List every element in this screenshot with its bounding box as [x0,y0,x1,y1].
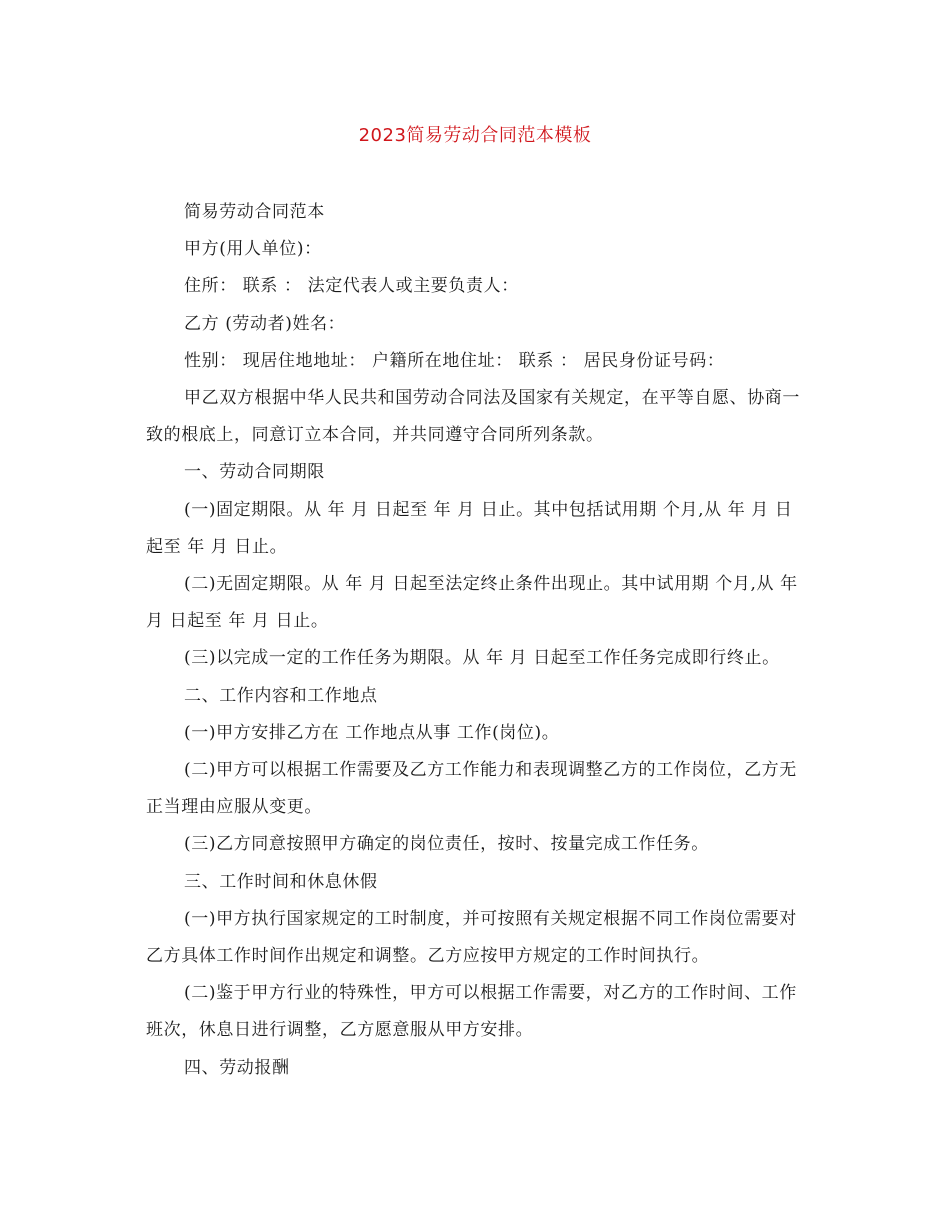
paragraph: (一)甲方执行国家规定的工时制度，并可按照有关规定根据不同工作岗位需要对乙方具体工作时间作出规定和调整。乙方应按甲方规定的工作时间执行。 [146,908,797,967]
paragraph: (三)乙方同意按照甲方确定的岗位责任，按时、按量完成工作任务。 [184,834,709,855]
paragraph: 简易劳动合同范本 [184,202,325,222]
paragraph: 甲乙双方根据中华人民共和国劳动合同法及国家有关规定，在平等自愿、协商一致的根底上，同意订立本合同，并共同遵守合同所列条款。 [146,388,800,446]
section-heading: 二、工作内容和工作地点 [184,685,378,706]
paragraph: 性别： 现居住地地址： 户籍所在地住址： 联系 ： 居民身份证号码： [184,350,725,371]
paragraph: (二)无固定期限。从 年 月 日起至法定终止条件出现止。其中试用期 个月,从 年 月 日起至 年 月 日止。 [146,574,798,632]
document-body [146,194,806,1087]
document-title: 2023简易劳动合同范本模板 [358,125,592,146]
paragraph: 乙方 (劳动者)姓名： [184,313,346,334]
paragraph: (二)甲方可以根据工作需要及乙方工作能力和表现调整乙方的工作岗位，乙方无正当理由应服从变更。 [146,760,797,818]
section-heading: 一、劳动合同期限 [184,462,325,483]
paragraph: 甲方(用人单位)： [184,239,322,260]
paragraph: (二)鉴于甲方行业的特殊性，甲方可以根据工作需要，对乙方的工作时间、工作班次，休息日进行调整，乙方愿意服从甲方安排。 [146,983,797,1041]
paragraph: 住所： 联系 ： 法定代表人或主要负责人： [184,276,519,297]
section-heading: 三、工作时间和休息休假 [184,871,378,892]
section-heading: 四、劳动报酬 [184,1057,290,1078]
paragraph: (三)以完成一定的工作任务为期限。从 年 月 日起至工作任务完成即行终止。 [184,648,780,669]
paragraph: (一)固定期限。从 年 月 日起至 年 月 日止。其中包括试用期 个月,从 年 月 日起至 年 月 日止。 [146,499,793,557]
paragraph: (一)甲方安排乙方在 工作地点从事 工作(岗位)。 [184,722,560,743]
